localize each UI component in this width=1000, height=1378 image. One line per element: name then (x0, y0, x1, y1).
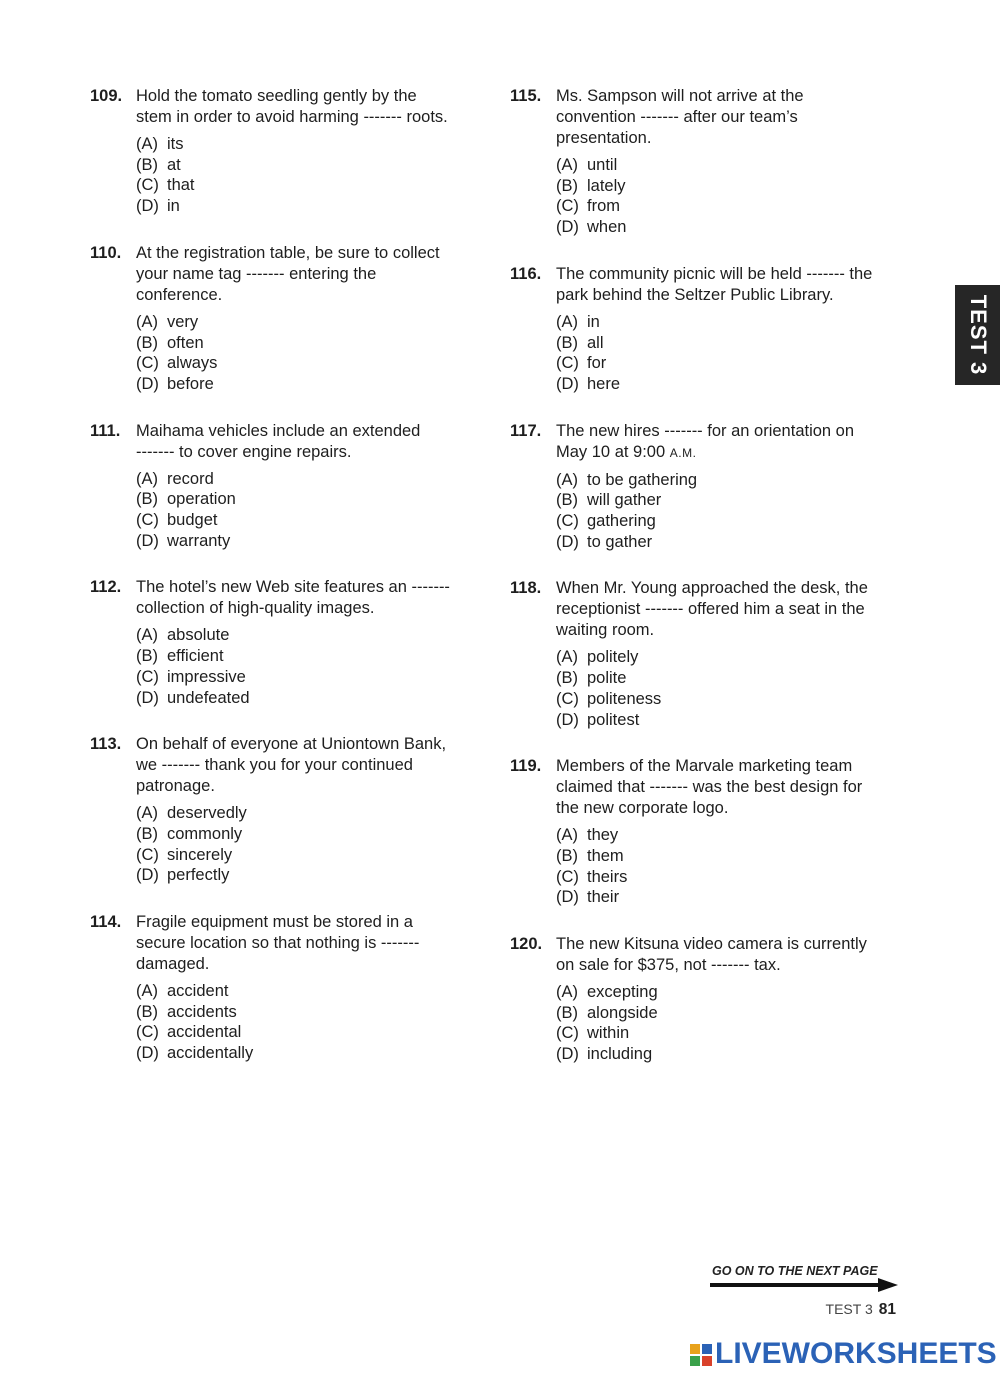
option-letter: (C) (556, 354, 579, 373)
option-text: very (167, 312, 199, 331)
answer-option[interactable] (556, 155, 900, 176)
answer-option[interactable] (136, 981, 480, 1002)
watermark-text: LIVEWORKSHEETS (715, 1337, 997, 1370)
option-letter: (B) (556, 491, 578, 510)
time-suffix: A.M. (669, 445, 697, 460)
option-letter: (C) (556, 689, 579, 708)
answer-option[interactable] (556, 532, 900, 553)
option-text: alongside (587, 1003, 658, 1022)
option-text: here (587, 374, 621, 393)
question-line: stem in order to avoid harming ------- roots. (136, 108, 448, 126)
option-text: deservedly (167, 804, 247, 823)
option-text: operation (167, 490, 236, 509)
question-stem (556, 756, 900, 819)
question-line (556, 442, 900, 464)
answer-option[interactable] (136, 824, 480, 845)
option-text: accidentally (167, 1044, 254, 1063)
answer-options (556, 982, 900, 1065)
option-letter: (A) (556, 156, 578, 174)
question-number: 112. (90, 578, 122, 597)
option-text: accident (167, 982, 229, 1001)
option-text: accidental (167, 1023, 242, 1042)
question-number: 117. (510, 421, 542, 440)
question-number: 110. (90, 243, 122, 262)
option-text: in (167, 197, 180, 216)
option-letter: (C) (136, 667, 159, 686)
answer-option[interactable] (556, 825, 900, 846)
question-line: collection of high-quality images. (136, 599, 375, 618)
arrow-right-icon (710, 1278, 900, 1292)
option-text: excepting (587, 983, 658, 1002)
answer-option[interactable] (556, 196, 900, 217)
question-number: 115. (510, 87, 542, 105)
left-question-column (90, 86, 480, 1090)
question-line: presentation. (556, 129, 652, 147)
question-stem (556, 86, 900, 149)
question-item (510, 934, 900, 1065)
question-stem (136, 577, 480, 619)
question-line: Ms. Sampson will not arrive at the (556, 87, 804, 105)
option-text: often (167, 333, 204, 352)
right-question-column (510, 86, 900, 1091)
question-line: When Mr. Young approached the desk, the (556, 579, 868, 598)
option-text: all (587, 333, 604, 352)
page-number: 81 (878, 1301, 896, 1318)
option-letter: (D) (556, 888, 579, 907)
question-number: 114. (90, 913, 122, 932)
question-line: Fragile equipment must be stored in a (136, 913, 413, 932)
option-text: for (587, 354, 607, 373)
question-line: receptionist ------- offered him a seat in the (556, 600, 865, 619)
option-letter: (B) (136, 824, 158, 843)
question-item (90, 421, 480, 552)
option-text: polite (587, 669, 627, 688)
option-letter: (D) (136, 531, 159, 550)
question-item (510, 421, 900, 553)
question-line: park behind the Seltzer Public Library. (556, 285, 834, 304)
question-line: on sale for $375, not ------- tax. (556, 956, 781, 975)
question-line: secure location so that nothing is ------- (136, 934, 420, 953)
question-line-text: May 10 at 9:00 (556, 442, 670, 461)
question-stem (136, 734, 480, 797)
answer-option[interactable] (136, 196, 480, 217)
test-side-tab (955, 285, 1000, 385)
answer-options (136, 981, 480, 1064)
question-line: conference. (136, 285, 223, 304)
option-letter: (D) (556, 1045, 579, 1064)
answer-option[interactable] (556, 710, 900, 731)
option-letter: (C) (556, 197, 579, 216)
option-text: politest (587, 710, 640, 729)
answer-options (136, 625, 480, 708)
option-text: to gather (587, 532, 653, 551)
option-letter: (C) (556, 512, 579, 531)
answer-option[interactable] (556, 511, 900, 532)
answer-option[interactable] (136, 353, 480, 374)
option-text: its (167, 135, 184, 153)
option-letter: (C) (556, 1024, 579, 1043)
question-line: we ------- thank you for your continued (136, 756, 413, 775)
answer-option[interactable] (556, 490, 900, 511)
option-text: always (167, 354, 218, 373)
question-line: Maihama vehicles include an extended (136, 421, 421, 440)
option-letter: (D) (136, 374, 159, 393)
answer-option[interactable] (556, 867, 900, 888)
question-stem (136, 421, 480, 463)
question-line: patronage. (136, 777, 215, 796)
option-letter: (C) (136, 176, 159, 195)
answer-options (556, 470, 900, 553)
option-text: that (167, 176, 195, 195)
question-stem (556, 578, 900, 641)
answer-option[interactable] (556, 470, 900, 491)
question-item (510, 264, 900, 395)
option-letter: (A) (556, 648, 578, 667)
option-text: warranty (167, 531, 231, 550)
question-line: On behalf of everyone at Uniontown Bank, (136, 735, 447, 754)
option-letter: (C) (136, 354, 159, 373)
answer-option[interactable] (556, 647, 900, 668)
option-text: impressive (167, 667, 246, 686)
option-letter: (B) (556, 333, 578, 352)
answer-option[interactable] (556, 312, 900, 333)
answer-option[interactable] (136, 531, 480, 552)
answer-option[interactable] (136, 688, 480, 709)
option-text: in (587, 312, 600, 331)
liveworksheets-logo-icon (690, 1344, 712, 1366)
option-letter: (B) (136, 155, 158, 174)
footer-test-label: TEST 3 (825, 1301, 873, 1317)
option-text: record (167, 469, 214, 488)
question-number: 119. (510, 757, 542, 776)
option-letter: (A) (556, 983, 578, 1002)
option-text: will gather (587, 491, 662, 510)
question-line: waiting room. (556, 621, 655, 640)
answer-option[interactable] (136, 489, 480, 510)
option-letter: (D) (556, 218, 579, 237)
question-number: 113. (90, 735, 122, 754)
answer-option[interactable] (556, 846, 900, 867)
go-on-next-page (710, 1264, 900, 1292)
question-line: At the registration table, be sure to collect (136, 243, 440, 262)
question-item (90, 243, 480, 395)
option-text: efficient (167, 647, 224, 666)
answer-option[interactable] (136, 845, 480, 866)
answer-option[interactable] (136, 865, 480, 886)
question-line: The hotel’s new Web site features an ------- (136, 578, 450, 597)
answer-options (136, 134, 480, 217)
question-number: 111. (90, 421, 121, 440)
answer-options (556, 312, 900, 395)
option-letter: (B) (136, 333, 158, 352)
question-line: Hold the tomato seedling gently by the (136, 87, 417, 105)
question-item (90, 734, 480, 886)
question-line: The new Kitsuna video camera is currently (556, 935, 867, 954)
answer-option[interactable] (556, 217, 900, 238)
question-line: The new hires ------- for an orientation on (556, 421, 855, 440)
answer-options (556, 155, 900, 238)
answer-option[interactable] (136, 803, 480, 824)
answer-options (556, 647, 900, 730)
option-letter: (B) (136, 647, 158, 666)
option-letter: (B) (136, 1002, 158, 1021)
question-stem (556, 934, 900, 976)
question-stem (136, 912, 480, 975)
question-line: damaged. (136, 955, 210, 974)
answer-option[interactable] (556, 1003, 900, 1024)
option-letter: (B) (556, 176, 578, 195)
option-text: to be gathering (587, 470, 698, 489)
question-number: 118. (510, 579, 542, 598)
question-item (510, 756, 900, 908)
option-text: before (167, 374, 214, 393)
option-letter: (C) (556, 867, 579, 886)
option-text: within (587, 1024, 630, 1043)
answer-options (136, 312, 480, 395)
answer-option[interactable] (556, 982, 900, 1003)
answer-option[interactable] (136, 1002, 480, 1023)
option-letter: (A) (136, 469, 158, 488)
option-letter: (A) (136, 804, 158, 823)
question-line: The community picnic will be held ------- the (556, 264, 873, 283)
option-letter: (D) (136, 1044, 159, 1063)
answer-option[interactable] (136, 469, 480, 490)
answer-option[interactable] (556, 1044, 900, 1065)
option-text: until (587, 156, 618, 174)
option-letter: (D) (556, 374, 579, 393)
answer-options (556, 825, 900, 908)
answer-option[interactable] (136, 374, 480, 395)
answer-option[interactable] (136, 134, 480, 155)
option-letter: (D) (136, 688, 159, 707)
question-line: convention ------- after our team’s (556, 108, 798, 126)
option-letter: (A) (136, 135, 158, 153)
answer-option[interactable] (136, 510, 480, 531)
page-footer (760, 1301, 896, 1319)
answer-options (136, 803, 480, 886)
option-letter: (A) (556, 470, 578, 489)
option-letter: (D) (136, 866, 159, 885)
option-letter: (B) (556, 669, 578, 688)
option-text: perfectly (167, 866, 230, 885)
option-text: politely (587, 648, 639, 667)
question-line: ------- to cover engine repairs. (136, 442, 352, 461)
answer-option[interactable] (556, 374, 900, 395)
option-text: including (587, 1045, 653, 1064)
question-item (90, 86, 480, 217)
question-stem (136, 243, 480, 306)
question-stem (556, 264, 900, 306)
option-text: undefeated (167, 688, 250, 707)
option-text: politeness (587, 689, 662, 708)
question-line: Members of the Marvale marketing team (556, 757, 853, 776)
option-text: at (167, 155, 181, 174)
go-next-label: GO ON TO THE NEXT PAGE (712, 1264, 878, 1278)
answer-option[interactable] (136, 646, 480, 667)
option-text: gathering (587, 512, 656, 531)
question-item (510, 578, 900, 730)
option-text: they (587, 826, 619, 845)
answer-options (136, 469, 480, 552)
question-line: your name tag ------- entering the (136, 264, 377, 283)
option-text: theirs (587, 867, 628, 886)
question-line: claimed that ------- was the best design for (556, 778, 863, 797)
option-letter: (B) (556, 1003, 578, 1022)
option-letter: (A) (136, 312, 158, 331)
question-number: 116. (510, 264, 542, 283)
option-text: commonly (167, 824, 243, 843)
option-letter: (B) (556, 846, 578, 865)
question-stem (136, 86, 480, 128)
answer-option[interactable] (556, 1023, 900, 1044)
option-letter: (B) (136, 490, 158, 509)
option-letter: (A) (556, 826, 578, 845)
answer-option[interactable] (136, 175, 480, 196)
answer-option[interactable] (556, 353, 900, 374)
option-letter: (A) (556, 312, 578, 331)
option-letter: (C) (136, 845, 159, 864)
option-letter: (C) (136, 1023, 159, 1042)
option-text: sincerely (167, 845, 233, 864)
answer-option[interactable] (136, 312, 480, 333)
answer-option[interactable] (136, 1043, 480, 1064)
question-item (90, 912, 480, 1064)
option-letter: (D) (556, 710, 579, 729)
option-text: from (587, 197, 620, 216)
option-letter: (D) (136, 197, 159, 216)
test-side-tab-label: TEST 3 (965, 294, 991, 376)
option-letter: (D) (556, 532, 579, 551)
question-stem (556, 421, 900, 464)
option-text: lately (587, 176, 626, 195)
answer-option[interactable] (556, 333, 900, 354)
answer-option[interactable] (136, 625, 480, 646)
question-item (90, 577, 480, 708)
answer-option[interactable] (556, 689, 900, 710)
question-number: 120. (510, 935, 543, 954)
option-text: them (587, 846, 624, 865)
option-text: their (587, 888, 620, 907)
option-text: when (587, 218, 627, 237)
answer-option[interactable] (556, 887, 900, 908)
answer-option[interactable] (136, 155, 480, 176)
option-letter: (A) (136, 982, 158, 1001)
answer-option[interactable] (556, 668, 900, 689)
answer-option[interactable] (136, 1022, 480, 1043)
liveworksheets-watermark (690, 1337, 997, 1370)
option-text: accidents (167, 1002, 237, 1021)
answer-option[interactable] (556, 176, 900, 197)
option-text: budget (167, 511, 218, 530)
option-text: absolute (167, 626, 230, 645)
option-letter: (A) (136, 626, 158, 645)
question-number: 109. (90, 87, 123, 105)
question-line: the new corporate logo. (556, 799, 729, 818)
answer-option[interactable] (136, 667, 480, 688)
answer-option[interactable] (136, 333, 480, 354)
question-item (510, 86, 900, 238)
option-letter: (C) (136, 511, 159, 530)
